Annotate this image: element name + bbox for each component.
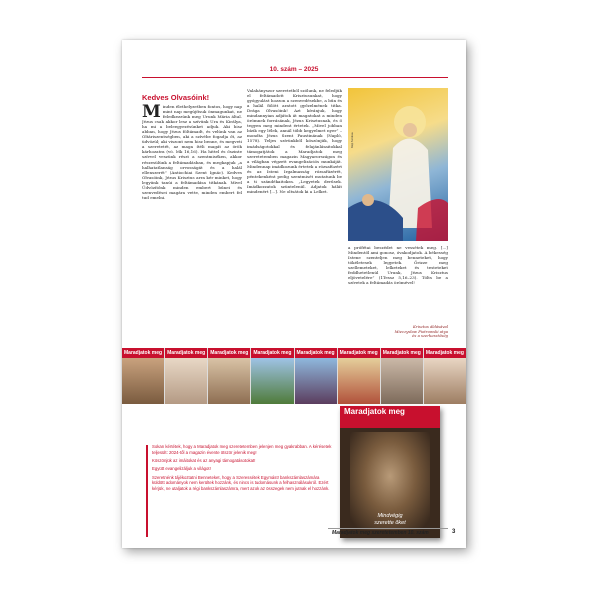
- article-column-1: [142, 104, 242, 304]
- painting-art: [348, 88, 448, 241]
- dropcap: M: [142, 104, 161, 122]
- magazine-page: [122, 40, 466, 548]
- cover-tagline-line-1: Mindvégig: [377, 513, 403, 519]
- cover-thumbnails: [122, 348, 466, 404]
- thumb-masthead: Maradjatok meg: [208, 348, 250, 358]
- thumb-masthead: Maradjatok meg: [122, 348, 164, 358]
- thumb-photo: [424, 358, 466, 404]
- promo-paragraph-1: Sokan kértétek, hogy a Maradjatok meg szeretetemben jelenjen meg gyakrabban. A kérésetek teljesült: 2024-től a magazin évente ötször jelenik meg!: [152, 444, 332, 455]
- thumb-masthead: Maradjatok meg: [424, 348, 466, 358]
- thumb-photo: [165, 358, 207, 404]
- thumb-photo: [338, 358, 380, 404]
- promo-paragraph-4: Szeretnénk tájékoztatni Benneteket, hogy a Szeressétek Egymást! bankszámlaszámára küldött adományok nem kerültek hozzánk, és nincs is tudomásunk a felhasználásukról. Ezért kérjük, ne utaljatok a régi bankszámlaszámra, mert azok az összegek nem jutnak el hozzánk.: [152, 474, 330, 492]
- thumb-photo: [208, 358, 250, 404]
- cover-thumb-3: [208, 348, 250, 404]
- signature-line-2: Mieczysław Piotrowski atya: [394, 328, 448, 334]
- footer-rule: [328, 528, 448, 529]
- promo-paragraph-3: Együtt evangelizáljuk a világot!: [152, 466, 211, 472]
- cover-tagline-line-2: szerette őket: [374, 519, 406, 526]
- signature-line-3: és a szerkesztőség: [412, 333, 448, 339]
- thumb-masthead: Maradjatok meg: [251, 348, 293, 358]
- thumb-masthead: Maradjatok meg: [165, 348, 207, 358]
- thumb-photo: [251, 358, 293, 404]
- thumb-masthead: Maradjatok meg: [295, 348, 337, 358]
- signature: [348, 325, 448, 339]
- header-rule: [142, 77, 448, 78]
- cover-thumb-1: [122, 348, 164, 404]
- issue-header: 10. szám – 2025: [269, 66, 319, 73]
- promo-accent-bar: [146, 445, 148, 537]
- cover-thumb-4: [251, 348, 293, 404]
- signature-line-1: Krisztus áldásával: [413, 324, 448, 329]
- article-column-2: [247, 88, 342, 343]
- cover-tagline: [340, 513, 440, 526]
- cover-thumb-8: [424, 348, 466, 404]
- thumb-photo: [122, 358, 164, 404]
- thumb-masthead: Maradjatok meg: [338, 348, 380, 358]
- cover-thumb-5: [295, 348, 337, 404]
- painting-caption: Kép forrása: [350, 132, 354, 148]
- article-text-2: Valahányszor szeretetből szólunk, ne feledjük el feltámadott Krisztusunkat, hogy gyógyulást hozzon a szenvedésekbe, a bűn és a halál fölött aratott győzelmének titka. Drága Olvasóink! Azt kívánjuk, hogy mindannyian adjátok át magatokat a minden örömnek forrásának, Jézus Krisztusnak, és ő tegyen meg mindent értetek. „Mivel jobban bízik egy lélek, annál több kegyelmet nyer” – mondta Jézus Szent Faustinának (Napló, 1578). Teljes szívünkből köszönjük, hogy imádságotokkal és felajánlásaitokkal támogatjátok a Maradjatok meg szeretetemben magazin Magyarországon és a világban végzett evangelizációs munkáját. Mindennap imádkozunk értetek a rózsafüzért és az Isteni Irgalmasság rózsafüzérét, péntekenként pedig szentmisét mutatunk be a ti szándékaitokra. „Legyetek derűsek. Imádkozzatok szüntelenül. Adjatok hálát mindenért [...]. Ne oltsátok ki a Lelket.: [247, 88, 342, 194]
- cover-masthead: Maradjatok meg: [340, 406, 440, 428]
- letter-title: Kedves Olvasóink!: [142, 93, 210, 102]
- cover-thumb-2: [165, 348, 207, 404]
- thumb-photo: [295, 358, 337, 404]
- resurrection-painting: [348, 88, 448, 241]
- article-text-1: inden élethelyzetben fontos, hogy nap mint nap megújítsuk önmagunkat, ne feledkezzünk meg Urunk Mária által. Jézus csak akkor lesz a szívünk Ura és Királya, ha mi a beleegyezésünket adjuk. Aki hisz abban, hogy Jézus föltámadt, és velünk van az Oltáriszentségben, aki a szívébe fogadja őt, az üdvözül; aki viszont nem hisz benne, és megveti a szeretetét, az maga ítéli magát az örök kárhozatra (vö. Mk 16,16). Ha hittel és őszinte szívvel veszünk részt a szentmiséken, akkor részesülünk a feltámadásban, és megkapjuk „a halhatatlanság orvosságát és a halál ellenszerét” (Antiochiai Szent Ignác). Kedves Olvasóink, Jézus Krisztus arra kér minket, hogy legyünk tanúi a feltámadása titkának. Mivel Üdvözítőnk minden embert bűnei és szenvedései magára vette, minden embert fel tud emelni.: [142, 104, 242, 200]
- promo-paragraph-2: Köszönjük az imáitokat és az anyagi támogatásotokat!: [152, 458, 256, 464]
- footer-text: Maradjatok meg szeretetemben 10. szám: [332, 530, 429, 536]
- article-text-3: a prófétai beszédet ne vessétek meg. [...] Mindentől ami gonosz, óvakodjatok. A békesség Istene szenteljen meg benneteket, hogy tökéletesek legyetek. Őrizze meg szellemeteket, lelketeket és testeteket feddhetetlenül Urunk, Jézus Krisztus eljövetelére” (1Tessz 5,16–23). Tölts be a szívetek a feltámadás örömével!: [348, 245, 448, 286]
- page-number: 3: [452, 529, 456, 535]
- cover-thumb-6: [338, 348, 380, 404]
- magazine-cover: [340, 406, 440, 538]
- promo-text: [152, 444, 332, 495]
- cover-thumb-7: [381, 348, 423, 404]
- thumb-masthead: Maradjatok meg: [381, 348, 423, 358]
- thumb-photo: [381, 358, 423, 404]
